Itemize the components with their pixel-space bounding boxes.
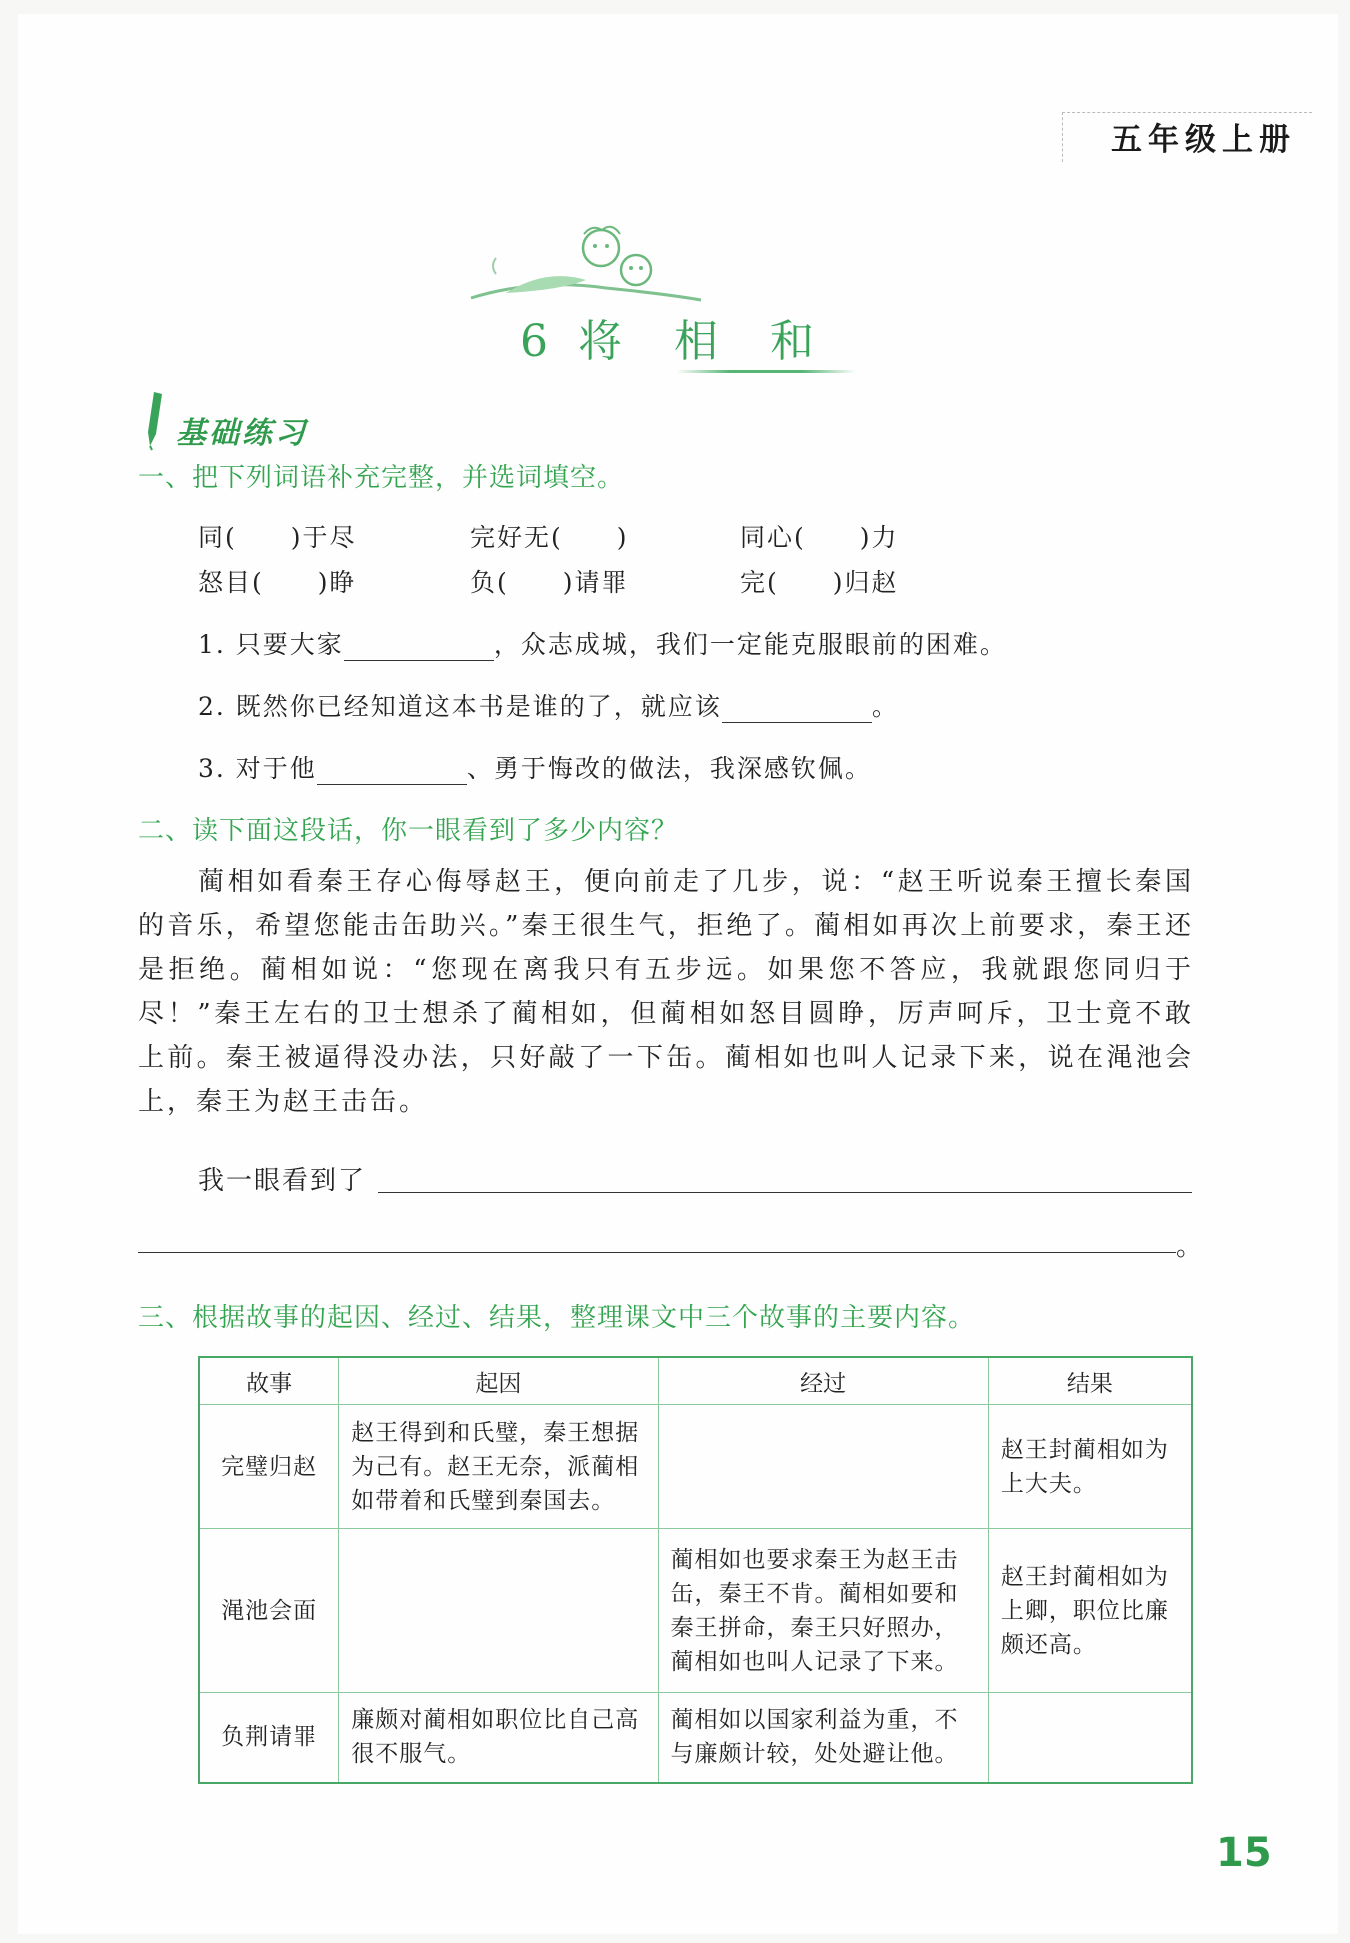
process-cell: 蔺相如以国家利益为重，不与廉颇计较，处处避让他。 — [658, 1693, 988, 1783]
story-name: 负荆请罪 — [199, 1693, 339, 1783]
title-char: 将 — [578, 316, 624, 367]
sentence-text: ，众志成城，我们一定能克服眼前的困难。 — [493, 630, 1007, 659]
title-char: 和 — [770, 316, 816, 367]
table-row — [199, 1405, 1192, 1529]
answer-line[interactable] — [378, 1192, 1192, 1193]
idiom-item: 完好无( ) — [470, 523, 629, 552]
answer-end: 。 — [1176, 1232, 1205, 1262]
cause-cell: 赵王得到和氏璧，秦王想据为己有。赵王无奈，派蔺相如带着和氏璧到秦国去。 — [339, 1405, 658, 1529]
fill-sentence — [198, 625, 1007, 661]
table-row — [199, 1529, 1192, 1693]
question-2-heading: 二、读下面这段话，你一眼看到了多少内容？ — [138, 816, 679, 846]
lesson-number: 6 — [520, 316, 550, 367]
process-cell[interactable] — [658, 1405, 988, 1529]
column-header: 故事 — [199, 1357, 339, 1405]
result-cell: 赵王封蔺相如为上卿，职位比廉颇还高。 — [988, 1529, 1192, 1693]
column-header: 起因 — [339, 1357, 658, 1405]
table-row — [199, 1693, 1192, 1783]
answer-line[interactable] — [138, 1252, 1176, 1253]
column-header: 结果 — [988, 1357, 1192, 1405]
idiom-item: 完( )归赵 — [740, 568, 899, 597]
idiom-item: 同( )于尽 — [198, 523, 357, 552]
idiom-item: 负( )请罪 — [470, 568, 629, 597]
question-1-heading: 一、把下列词语补充完整，并选词填空。 — [138, 463, 625, 493]
answer-blank[interactable] — [317, 758, 467, 785]
sentence-text: 。 — [871, 692, 899, 721]
story-table — [198, 1356, 1193, 1784]
sentence-text: 3. 对于他 — [198, 754, 317, 783]
process-cell: 蔺相如也要求秦王为赵王击缶，秦王不肯。蔺相如要和秦王拼命，秦王只好照办，蔺相如也叫人记录了下来。 — [658, 1529, 988, 1693]
idiom-item: 同心( )力 — [740, 523, 899, 552]
answer-blank[interactable] — [344, 634, 494, 661]
story-name: 渑池会面 — [199, 1529, 339, 1693]
fill-sentence — [198, 687, 899, 723]
table-header-row — [199, 1357, 1192, 1405]
pencil-icon — [140, 390, 170, 452]
answer-prompt: 我一眼看到了 — [198, 1166, 367, 1196]
fill-sentence — [198, 749, 872, 785]
idiom-item: 怒目( )睁 — [198, 568, 357, 597]
lesson-title — [520, 305, 816, 369]
section-label: 基础练习 — [176, 416, 308, 451]
reading-passage: 蔺相如看秦王存心侮辱赵王，便向前走了几步，说：“赵王听说秦王擅长秦国的音乐，希望您能击缶助兴。”秦王很生气，拒绝了。蔺相如再次上前要求，秦王还是拒绝。蔺相如说：“您现在离我只有五步远。如果您不答应，我就跟您同归于尽！”秦王左右的卫士想杀了蔺相如，但蔺相如怒目圆睁，厉声呵斥，卫士竟不敢上前。秦王被逼得没办法，只好敲了一下缶。蔺相如也叫人记录下来，说在渑池会上，秦王为赵王击缶。 — [138, 867, 1194, 1117]
grade-label: 五年级上册 — [1062, 112, 1312, 162]
answer-blank[interactable] — [722, 696, 872, 723]
title-char: 相 — [674, 316, 720, 367]
cause-cell[interactable] — [339, 1529, 658, 1693]
sentence-text: 、勇于悔改的做法，我深感钦佩。 — [466, 754, 872, 783]
cause-cell: 廉颇对蔺相如职位比自己高很不服气。 — [339, 1693, 658, 1783]
page-number: 15 — [1216, 1830, 1272, 1876]
children-illustration — [466, 218, 706, 308]
sentence-text: 2. 既然你已经知道这本书是谁的了，就应该 — [198, 692, 722, 721]
title-underline — [676, 370, 856, 373]
question-3-heading: 三、根据故事的起因、经过、结果，整理课文中三个故事的主要内容。 — [138, 1303, 976, 1333]
result-cell[interactable] — [988, 1693, 1192, 1783]
column-header: 经过 — [658, 1357, 988, 1405]
story-name: 完璧归赵 — [199, 1405, 339, 1529]
sentence-text: 1. 只要大家 — [198, 630, 344, 659]
result-cell: 赵王封蔺相如为上大夫。 — [988, 1405, 1192, 1529]
